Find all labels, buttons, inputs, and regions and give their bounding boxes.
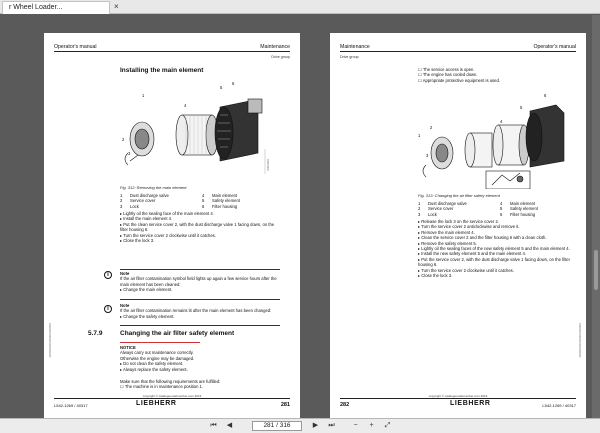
callout-2: 2 <box>122 137 125 142</box>
step-item: ▸ Remove the main element 4. <box>418 229 475 235</box>
zoom-out-icon[interactable]: − <box>353 422 358 429</box>
step-item: ▸ Close the lock 3. <box>418 273 453 279</box>
callout-5: 5 <box>520 105 523 110</box>
document-id: L542-1269 / 40317 <box>54 403 88 408</box>
section2-title: Changing the air filter safety element <box>120 330 235 337</box>
scrollbar-thumb[interactable] <box>594 250 598 290</box>
copyright-line: copyright © cataloges-lastnumber.com 2019 <box>428 394 488 398</box>
step-item: ▸ Turn the service cover 2 clockwise until it catches. <box>418 267 514 273</box>
callout-4: 4 <box>500 119 503 124</box>
callout-3: 3 <box>128 151 131 156</box>
page-subheader: Drive group <box>271 55 290 59</box>
note-rule <box>120 299 280 300</box>
figure-legend: 1 Dust discharge valve 4 Main element 2 Service cover 5 Safety element 3 Lock 6 Filter housing <box>120 193 240 209</box>
step-item: ▸ Remove the safety element 5. <box>418 240 477 246</box>
figure-caption: Fig. 313: Changing the air filter safety element <box>418 193 500 198</box>
requirements-block: Make sure that the following requirements are fulfilled: ☐ The machine is in maintenance position 1. <box>120 379 221 390</box>
callout-1: 1 <box>142 93 145 98</box>
notice-block: NOTICE Always carry out maintenance correctly. Otherwise the engine may be damaged. ▸ Do not clean the safety element. ▸ Always replace the safety element. <box>120 345 195 372</box>
step-item: ▸ Install the main element 4. <box>120 216 173 222</box>
copyright-line: copyright © cataloges-lastnumber.com 2019 <box>142 394 202 398</box>
step-item: ▸ Clean the service cover 2 and the filter housing 6 with a clean cloth. <box>418 235 547 241</box>
figure-changing-safety-element <box>416 89 566 189</box>
note-rule <box>120 269 280 270</box>
figure-legend: 1 Dust discharge valve 4 Main element 2 Service cover 5 Safety element 3 Lock 6 Filter housing <box>418 201 538 217</box>
page-281 <box>44 33 300 418</box>
step-item: ▸ Turn the service cover 2 clockwise until it catches. <box>120 232 216 238</box>
header-rule <box>340 51 576 52</box>
callout-6: 6 <box>232 81 235 86</box>
zoom-in-icon[interactable]: + <box>369 422 374 429</box>
liebherr-logo: LIEBHERR <box>450 400 491 407</box>
fit-icon[interactable]: ⤢ <box>384 422 391 429</box>
document-viewer[interactable] <box>0 15 600 418</box>
tab-title: r Wheel Loader... <box>9 4 63 11</box>
side-reference: 0000000000/000/00/0000 <box>48 323 52 358</box>
last-page-icon[interactable]: ⏭ <box>328 422 335 429</box>
figure-caption: Fig. 312: Removing the main element <box>120 185 187 190</box>
callout-1: 1 <box>418 133 421 138</box>
step-item: ▸ Put the clean service cover 2, with the dust discharge valve 1 facing down, on the filter housing 6. <box>120 221 275 233</box>
callout-3: 3 <box>426 153 429 158</box>
requirement-item: ☐ The service access is open. <box>418 67 475 72</box>
callout-4: 4 <box>184 103 187 108</box>
step-list <box>120 211 280 243</box>
header-rule <box>54 51 290 52</box>
close-tab-icon[interactable]: × <box>114 2 119 11</box>
document-id: L542-1269 / 40317 <box>542 403 576 408</box>
info-icon: i <box>104 305 112 313</box>
step-item: ▸ Lightly oil the sealing face of the main element 4. <box>120 211 214 216</box>
page-header-left: Operator's manual <box>54 44 97 50</box>
requirement-item: ☐ Appropriate protective equipment is used. <box>418 77 500 83</box>
first-page-icon[interactable]: ⏮ <box>210 422 217 429</box>
bottom-toolbar <box>0 418 600 433</box>
page-282 <box>330 33 586 418</box>
next-page-icon[interactable]: ▶ <box>312 422 319 429</box>
step-item: ▸ Turn the service cover 2 anticlockwise and remove it. <box>418 224 520 230</box>
note-block-1: Note If the air filter contamination symbol field lights up again a few service hours after the main element has been cleaned: ▸ Change the main element. <box>120 271 277 293</box>
step-item: ▸ Release the lock 3 on the service cover 2. <box>418 219 500 224</box>
side-reference: 0000000000/000/00/0000 <box>578 323 582 358</box>
note-block-2: Note If the air filter contamination remains lit after the main element has been changed: ▸ Change the safety element. <box>120 303 272 319</box>
footer-rule <box>340 398 576 399</box>
prev-page-icon[interactable]: ◀ <box>226 422 233 429</box>
step-item: ▸ Install the new safety element 5 and the main element 4. <box>418 251 527 257</box>
liebherr-logo: LIEBHERR <box>136 400 177 407</box>
section-title: Installing the main element <box>120 67 204 74</box>
document-tab[interactable] <box>2 1 110 14</box>
note-rule <box>120 325 280 326</box>
page-header-right: Maintenance <box>260 44 290 50</box>
page-header-left: Maintenance <box>340 44 370 50</box>
step-item: ▸ Put the service cover 2, with the dust discharge valve 1 facing down, on the filter housing 6. <box>418 256 571 268</box>
title-bar <box>0 0 600 14</box>
section-number: 5.7.9 <box>88 330 103 337</box>
info-icon: i <box>104 271 112 279</box>
page-subheader: Drive group <box>340 55 359 59</box>
requirements-list <box>418 67 568 83</box>
notice-rule <box>120 342 200 343</box>
callout-6: 6 <box>544 93 547 98</box>
callout-5: 5 <box>220 85 223 90</box>
page-number: 281 <box>280 402 290 408</box>
footer-rule <box>54 398 290 399</box>
page-number-input[interactable]: 281 / 316 <box>252 421 302 431</box>
step-list <box>418 219 576 278</box>
requirement-item: ☐ The engine has cooled down. <box>418 72 478 78</box>
callout-2: 2 <box>430 125 433 130</box>
step-item: ▸ Close the lock 3. <box>120 238 155 244</box>
step-item: ▸ Lightly oil the sealing faces of the new safety element 5 and the main element 4. <box>418 246 570 252</box>
page-header-right: Operator's manual <box>533 44 576 50</box>
vertical-scrollbar[interactable] <box>592 15 600 418</box>
figure-code: 0000000 <box>266 159 270 171</box>
page-number: 282 <box>340 402 350 408</box>
